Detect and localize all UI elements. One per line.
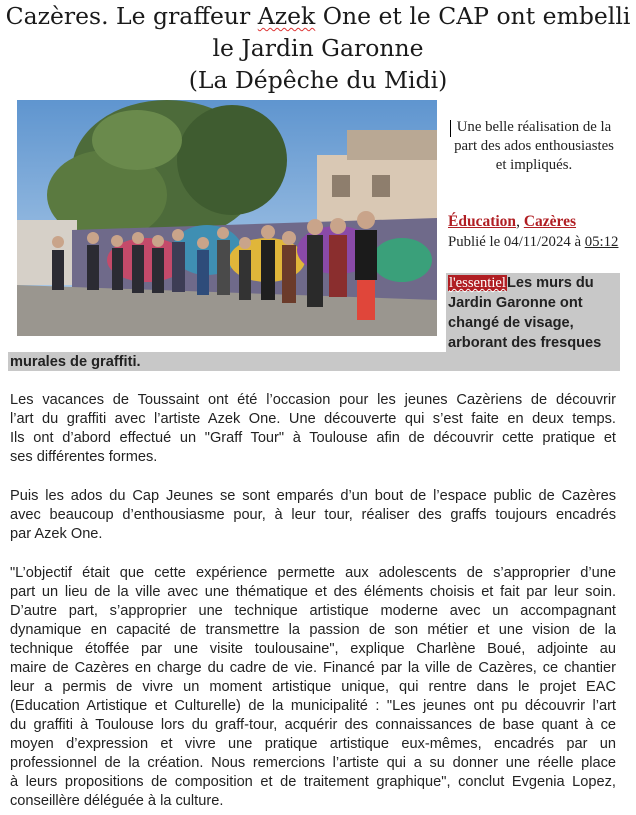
photo-caption: Une belle réalisation de la part des ados enthousiastes et impliqués. [454, 119, 614, 173]
paragraph-line: ses différentes formes. [10, 449, 158, 465]
title-line-1 [0, 0, 636, 32]
paragraph-line: du graffiti à Toulouse lors du graff-tour, acquérir des connaissances de base quant à ce [10, 717, 616, 733]
essentiel-label: l'essentiel [449, 275, 506, 291]
paragraph-3 [10, 564, 616, 811]
paragraph-line: avec beaucoup d’enthousiasme pour, à leur tour, réaliser des graffs toujours encadrés [10, 507, 616, 523]
essentiel-line-1 [448, 273, 620, 293]
category-separator: , [516, 213, 520, 230]
paragraph-line: technique étoffée par une visite toulousaine", explique Charlène Boué, adjointe au [10, 641, 616, 657]
paragraph-line: maire de Cazères en charge du cadre de vie. Financé par la ville de Cazères, ce chantier [10, 660, 616, 676]
paragraph-line: Les vacances de Toussaint ont été l’occasion pour les jeunes Cazèriens de découvrir [10, 392, 616, 408]
category-link-education[interactable]: Éducation [448, 213, 517, 230]
paragraph-line: "L’objectif était que cette expérience permette aux adolescents de s’approprier d’une [10, 565, 616, 581]
publication-date [448, 233, 620, 253]
paragraph-line: par Azek One. [10, 526, 103, 542]
article-categories [448, 213, 576, 231]
title-line-2: le Jardin Garonne [212, 34, 424, 62]
essentiel-line-5: murales de graffiti. [10, 354, 141, 370]
article-title [0, 0, 636, 96]
paragraph-line: professionnel de la création. Nous remercions l’artiste qui a su donner une réelle place [10, 755, 616, 771]
paragraph-2 [10, 487, 616, 544]
essentiel-line-2: Jardin Garonne ont [448, 295, 583, 311]
paragraph-line: l’art du graffiti avec l’artiste Azek One. Une découverte qui s’est faite en deux temps. [10, 411, 616, 427]
paragraph-line: Ils ont d’abord effectué un "Graff Tour" à Toulouse afin de découvrir cette pratique et [10, 430, 616, 446]
paragraph-line: Puis les ados du Cap Jeunes se sont emparés d’un bout de l’espace public de Cazères [10, 488, 616, 504]
title-source: (La Dépêche du Midi) [188, 66, 448, 94]
essentiel-line-4: arborant des fresques [448, 335, 602, 351]
paragraph-line: moyen d’expression et vivre une pratique artistique eux-mêmes, encadrés par un [10, 736, 616, 752]
essentiel-summary [448, 273, 620, 353]
title-line-1-end: One et le CAP ont embelli [315, 2, 631, 30]
category-link-cazeres[interactable]: Cazères [523, 213, 577, 230]
paragraph-line: part un lieu de la ville avec une thématique et des éléments choisis et fait par leur soin. [10, 584, 616, 600]
published-label: Publié le 04/11/2024 à [448, 234, 585, 250]
paragraph-line: dynamique en capacité de transmettre la passion de son métier et une vision de la [10, 622, 616, 638]
published-time: 05:12 [584, 234, 619, 250]
paragraph-line: leur a permis de vivre un moment artistique unique, qui rentre dans le projet EAC [10, 679, 616, 695]
paragraph-line: à leurs propositions de composition et de traitement graphique", conclut Evgenia Lopez, [10, 774, 616, 790]
title-artist-name: Azek [257, 2, 316, 30]
title-line-1-start: Cazères. Le graffeur [5, 2, 258, 30]
paragraph-line: (Education Artistique et Culturelle) de la municipalité : "Les jeunes ont pu découvrir l’art [10, 698, 616, 714]
essentiel-text: Les murs du [506, 275, 594, 291]
essentiel-line-3: changé de visage, [448, 315, 574, 331]
paragraph-line: conseillère déléguée à la culture. [10, 793, 224, 809]
paragraph-line: D’autre part, s’approprier une technique artistique moderne avec un accompagnant [10, 603, 616, 619]
article-photo [17, 100, 437, 336]
paragraph-1 [10, 391, 616, 467]
